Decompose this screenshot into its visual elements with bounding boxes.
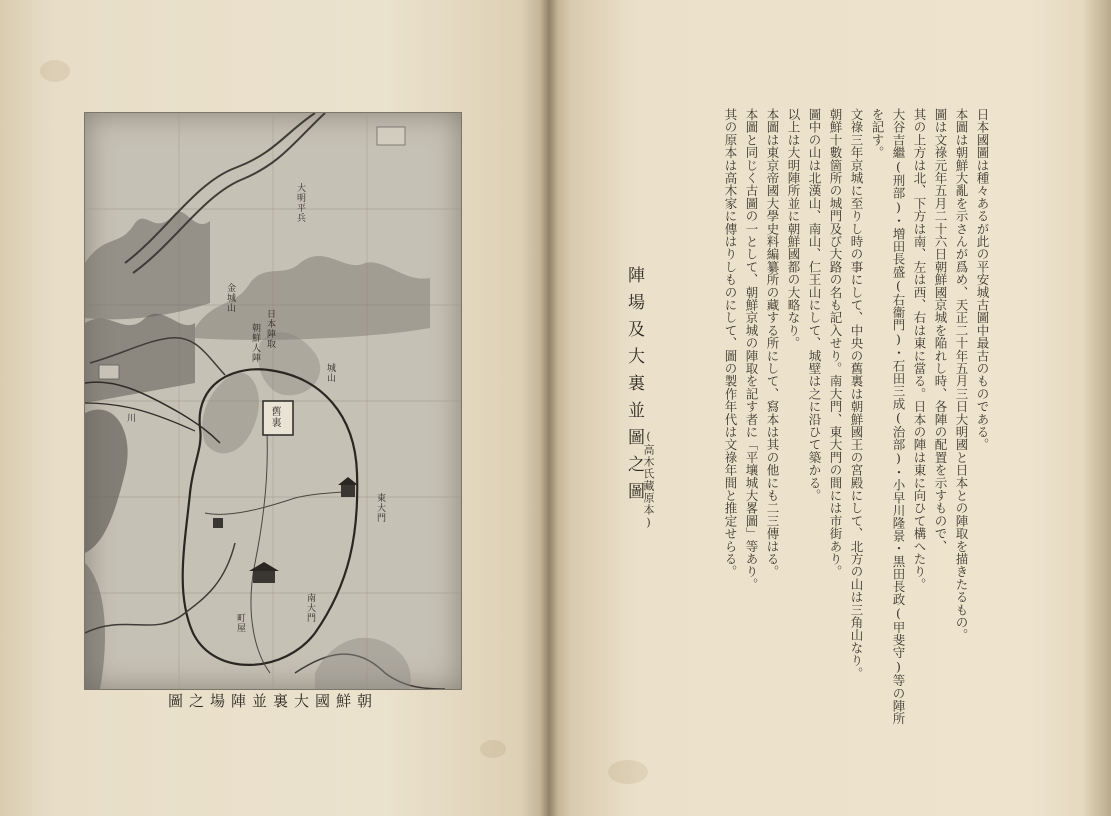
map-label-mountain: 金城山 xyxy=(225,283,235,313)
paper-stain xyxy=(480,740,506,758)
map-label-hill: 城山 xyxy=(325,363,335,383)
text-line: 本圖は朝鮮大亂を示さんが爲め、天正二十年五月三日大明國と日本との陣取を描きたるもの。 xyxy=(954,108,969,642)
left-page xyxy=(0,0,548,816)
map-label-town: 町屋 xyxy=(235,613,245,633)
book-gutter xyxy=(540,0,558,816)
paper-stain xyxy=(608,760,648,784)
map-plate xyxy=(84,112,462,690)
gate-south xyxy=(249,562,279,583)
gate-east xyxy=(338,477,358,497)
plate-caption: 朝鮮國大裏並陣場之圖 xyxy=(167,692,378,710)
text-line: 圖中の山は北漢山、南山、仁王山にして、城壁は之に沿ひて築かる。 xyxy=(807,108,822,502)
gate-west xyxy=(213,518,223,528)
map-label-a: 大明平兵 xyxy=(295,183,305,223)
text-line: 其の上方は北、下方は南、左は西、右は東に當る。日本の陣は東に向ひて構へたり。 xyxy=(912,108,927,591)
map-label-river: 川 xyxy=(125,413,135,423)
map-label-c: 朝鮮人陣 xyxy=(250,323,260,363)
text-line: 大谷吉繼(刑部)・増田長盛(右衞門)・石田三成(治部)・小早川隆景・黒田長政(甲斐守)等の陣所を記す。 xyxy=(870,108,906,725)
paper-stain xyxy=(40,60,70,82)
text-line: 以上は大明陣所並に朝鮮國都の大略なり。 xyxy=(786,108,801,350)
map-label-gate-east: 東大門 xyxy=(375,493,385,523)
text-line: 其の原本は高木家に傳はりしものにして、圖の製作年代は文祿年間と推定せらる。 xyxy=(723,108,738,578)
text-line: 本圖と同じく古圖の一として、朝鮮京城の陣取を記す者に「平壤城大畧圖」等あり。 xyxy=(744,108,759,591)
body-text xyxy=(720,108,993,728)
text-line: 朝鮮十數箇所の城門及び大路の名も記入せり。南大門、東大門の間には市街あり。 xyxy=(828,108,843,578)
map-label-b: 日本陣取 xyxy=(265,309,275,349)
page-edge xyxy=(1083,0,1111,816)
plate-source: (高木氏藏原本) xyxy=(642,430,655,530)
map-illustration xyxy=(85,113,461,689)
text-line: 本圖は東京帝國大學史料編纂所の藏する所にして、寫本は其の他にも二三傳はる。 xyxy=(765,108,780,578)
map-label-gate-south: 南大門 xyxy=(305,593,315,623)
plate-title: 陣場及大裏並圖之圖 xyxy=(624,266,644,509)
text-line: 文祿三年京城に至りし時の事にして、中央の舊裏は朝鮮國王の宮殿にして、北方の山は三角山なり。 xyxy=(849,108,864,680)
text-line: 日本國圖は種々あるが此の平安城古圖中最古のものである。 xyxy=(975,108,990,451)
map-label-castle: 舊裏 xyxy=(269,406,280,428)
text-line: 圖は文祿元年五月二十六日朝鮮國京城を陥れし時、各陣の配置を示すもので、 xyxy=(933,108,948,553)
